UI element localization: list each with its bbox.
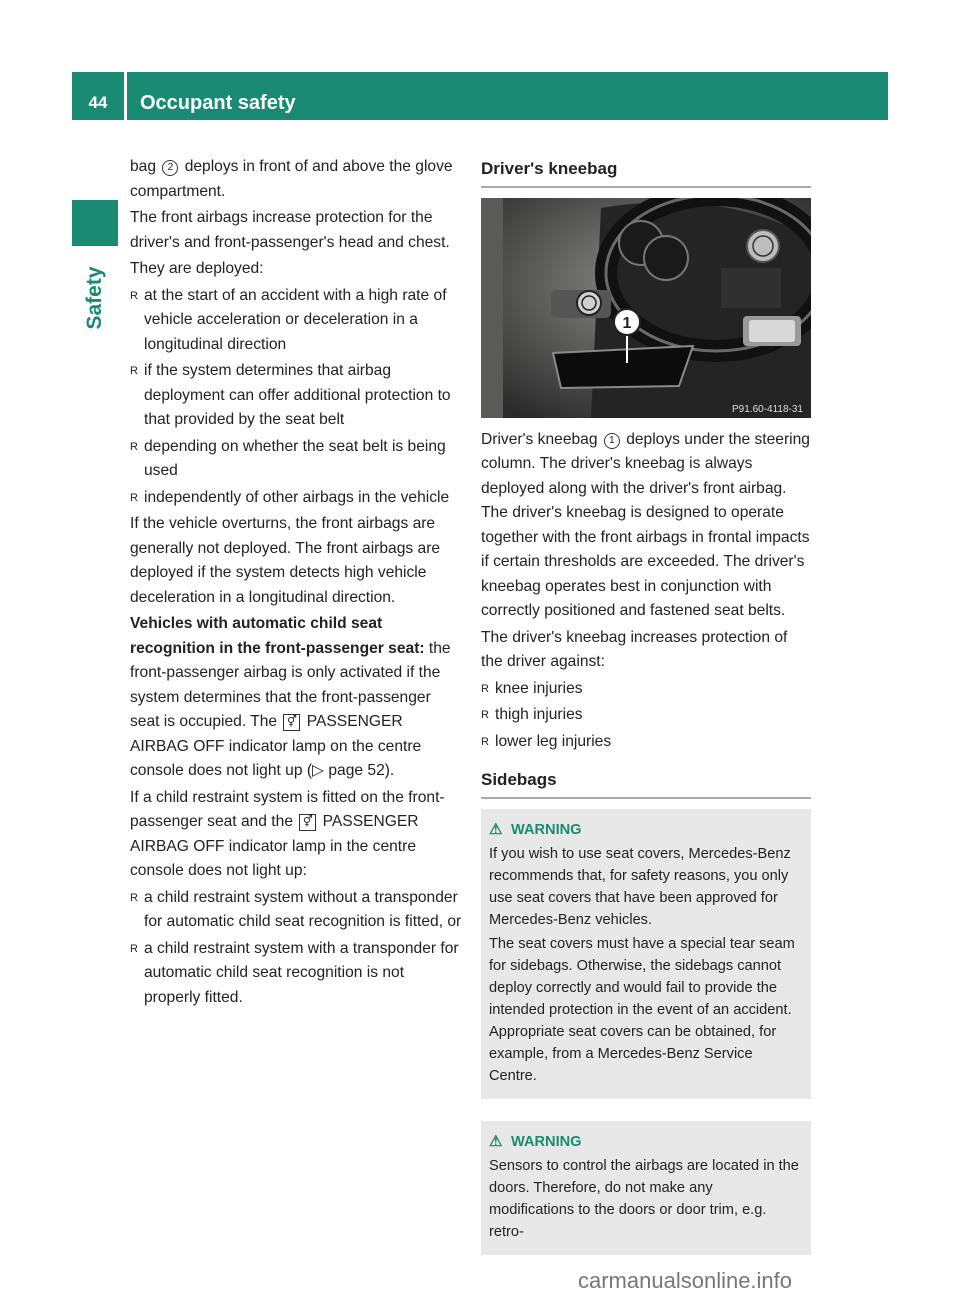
list-item [481, 677, 811, 702]
warning-title [489, 1131, 801, 1153]
right-column [481, 157, 811, 1255]
bullet-list [130, 886, 462, 1011]
warning-title-text: WARNING [511, 821, 582, 838]
list-item [481, 703, 811, 728]
page-ref-icon: ▷ [312, 762, 329, 779]
list-item-text: independently of other airbags in the vehicle [144, 488, 450, 506]
bullet-icon: R [130, 365, 138, 377]
list-item-text: depending on whether the seat belt is being used [144, 437, 446, 479]
callout-marker: 1 [604, 433, 620, 449]
bullet-list [130, 284, 462, 511]
bullet-icon: R [130, 440, 138, 453]
list-item [481, 730, 811, 755]
list-item-text: a child restraint system with a transponder for automatic child seat recognition is not properly fitted. [144, 939, 459, 1006]
bullet-icon: R [130, 289, 138, 302]
warning-icon: ⚠ [489, 1132, 503, 1150]
list-item-text: a child restraint system without a transponder for automatic child seat recognition is fitted, or [144, 888, 462, 930]
photo-callout-marker: 1 [622, 314, 632, 332]
text: deploys under the steering column. The driver's kneebag is always deployed along with the driver's front airbag. The driver's kneebag is designed to operate together with the front airbags in frontal impacts if certain thresholds are exceeded. The driver's kneebag operates best in conjunction with correctly positioned and fastened seat belts. [481, 430, 810, 619]
bullet-icon: R [130, 942, 138, 955]
bold-lead: Vehicles with automatic child seat recognition in the front-passenger seat: [130, 615, 425, 657]
list-item-text: at the start of an accident with a high rate of vehicle acceleration or deceleration in a longitudinal direction [144, 286, 447, 353]
photo-code: P91.60-4118-31 [732, 403, 803, 415]
text: deploys in front of and above the glove compartment. [130, 158, 453, 200]
list-item-text: knee injuries [495, 679, 583, 697]
text: PASSENGER AIRBAG OFF indicator lamp in the centre console does not light up: [130, 813, 419, 879]
list-item [130, 886, 462, 935]
warning-icon: ⚠ [489, 820, 503, 838]
warning-text: The seat covers must have a special tear seam for sidebags. Otherwise, the sidebags cannot deploy correctly and would fail to provide the intended protection in the event of an accident. Appropriate seat covers can be obtained, for example, from a Mercedes-Benz Service Centre. [489, 935, 795, 1084]
dashboard-illustration [481, 198, 811, 418]
text: the front-passenger airbag is only activated if the system determines that the front-passenger seat is occupied. The [130, 639, 451, 730]
section-heading: Driver's kneebag [481, 157, 811, 188]
paragraph [481, 428, 811, 624]
paragraph [130, 612, 462, 784]
warning-text: If you wish to use seat covers, Mercedes-Benz recommends that, for safety reasons, you only use seat covers that have been approved for Mercedes-Benz vehicles. [489, 845, 791, 928]
watermark: carmanualsonline.info [578, 1268, 793, 1293]
section-tab [72, 200, 118, 246]
text: Driver's kneebag [481, 430, 602, 448]
text: If a child restraint system is fitted on the front-passenger seat and the [130, 788, 445, 830]
paragraph: They are deployed: [130, 260, 264, 277]
warning-title [489, 819, 801, 841]
list-item-text: thigh injuries [495, 706, 583, 723]
header-bar [72, 72, 888, 120]
bullet-icon: R [130, 491, 138, 504]
paragraph: The driver's kneebag increases protection of the driver against: [481, 628, 788, 670]
list-item-text: if the system determines that airbag deployment can offer additional protection to that provided by the seat belt [144, 362, 451, 428]
warning-box [481, 1121, 811, 1255]
paragraph [130, 786, 462, 884]
callout-marker: 2 [162, 160, 178, 176]
warning-box [481, 809, 811, 1099]
paragraph: The front airbags increase protection for the driver's and front-passenger's head and chest. [130, 209, 450, 251]
bullet-icon: R [130, 891, 138, 904]
page-title: Occupant safety [140, 92, 296, 114]
warning-text: Sensors to control the airbags are located in the doors. Therefore, do not make any modifications to the doors or door trim, e.g. retro- [489, 1157, 799, 1240]
section-label: Safety [83, 266, 106, 330]
section-heading: Sidebags [481, 768, 811, 799]
paragraph [130, 155, 462, 204]
text: bag [130, 158, 161, 175]
text: PASSENGER AIRBAG OFF indicator lamp on the centre console does not light up ( [130, 713, 422, 779]
list-item [130, 359, 462, 433]
airbag-off-icon: ⚥ [299, 814, 316, 831]
header-divider [124, 72, 127, 120]
page-reference[interactable]: page 52). [328, 762, 395, 779]
bullet-icon: R [481, 735, 489, 748]
list-item [130, 486, 462, 511]
list-item [130, 435, 462, 484]
list-item [130, 937, 462, 1011]
airbag-off-icon: ⚥ [283, 714, 300, 731]
list-item-text: lower leg injuries [495, 732, 612, 750]
bullet-icon: R [481, 682, 489, 695]
bullet-icon: R [481, 709, 489, 721]
paragraph: If the vehicle overturns, the front airbags are generally not deployed. The front airbags are deployed if the system detects high vehicle deceleration in a longitudinal direction. [130, 515, 441, 606]
list-item [130, 284, 462, 358]
bullet-list [481, 677, 811, 755]
page-number: 44 [88, 93, 108, 112]
warning-title-text: WARNING [511, 1133, 582, 1150]
left-column [130, 155, 462, 1012]
kneebag-photo [481, 198, 811, 418]
